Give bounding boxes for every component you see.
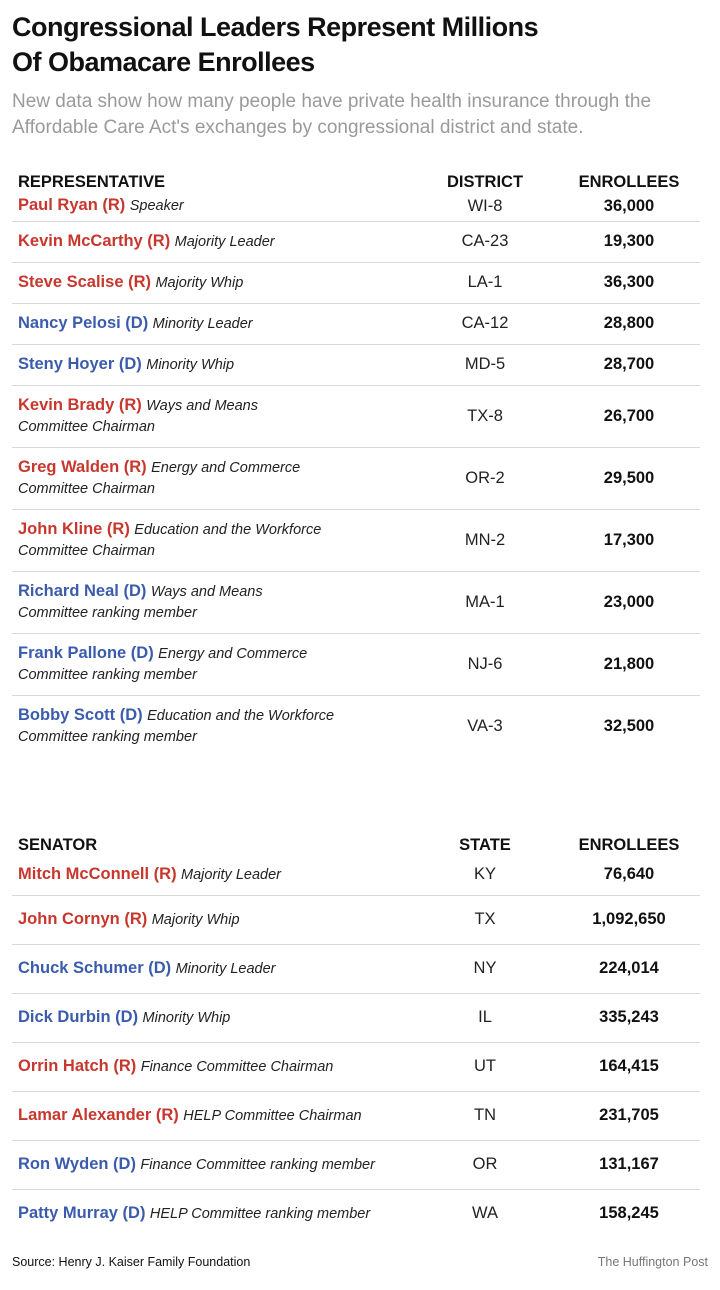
member-cell: [12, 944, 412, 993]
member-cell: [12, 344, 412, 385]
enrollees-cell: 76,640: [558, 855, 700, 895]
member-role: Minority Leader: [175, 960, 276, 977]
member-cell: [12, 447, 412, 509]
member-cell: [12, 303, 412, 344]
state-cell: IL: [412, 993, 558, 1042]
member-role: Minority Whip: [146, 356, 235, 373]
state-cell: UT: [412, 1042, 558, 1091]
table-row: [12, 192, 700, 221]
member-name: Kevin McCarthy (R): [18, 231, 171, 250]
house-header-district: DISTRICT: [446, 173, 524, 191]
member-role: Energy and Commerce: [158, 645, 308, 662]
state-cell: TN: [412, 1091, 558, 1140]
member-name: Ron Wyden (D): [18, 1154, 136, 1173]
member-name: Steve Scalise (R): [18, 272, 151, 291]
member-cell: [12, 1042, 412, 1091]
member-cell: [12, 895, 412, 944]
enrollees-cell: 21,800: [558, 633, 700, 695]
enrollees-cell: 23,000: [558, 571, 700, 633]
house-rows: [12, 192, 700, 757]
member-name: John Kline (R): [18, 519, 130, 538]
state-cell: OR: [412, 1140, 558, 1189]
member-role: Majority Whip: [155, 274, 244, 291]
member-name: Mitch McConnell (R): [18, 864, 177, 883]
member-role: Education and the Workforce: [134, 521, 322, 538]
member-name: Richard Neal (D): [18, 581, 147, 600]
enrollees-cell: 26,700: [558, 385, 700, 447]
member-name: Kevin Brady (R): [18, 395, 142, 414]
enrollees-cell: 32,500: [603, 716, 655, 735]
table-row: [12, 447, 700, 509]
source-note: Source: Henry J. Kaiser Family Foundation: [12, 1255, 251, 1269]
state-cell: NY: [412, 944, 558, 993]
table-row: [12, 1140, 700, 1189]
table-row: [12, 221, 700, 262]
member-cell: [12, 695, 412, 757]
house-header-enrollees: ENROLLEES: [578, 173, 680, 191]
member-cell: [12, 385, 412, 447]
member-role: HELP Committee ranking member: [149, 1205, 371, 1222]
member-name: Frank Pallone (D): [18, 643, 154, 662]
senate-header-enrollees: ENROLLEES: [578, 836, 680, 854]
member-role: Education and the Workforce: [147, 707, 335, 724]
member-role: Majority Leader: [181, 866, 281, 883]
title-line-2: Of Obamacare Enrollees: [12, 47, 315, 77]
member-cell: [12, 1140, 412, 1189]
senate-header-state: STATE: [459, 836, 511, 854]
state-cell: TX: [412, 895, 558, 944]
enrollees-cell: 19,300: [558, 221, 700, 262]
district-cell: MD-5: [412, 344, 558, 385]
member-role: Finance Committee ranking member: [140, 1156, 375, 1173]
member-name: Dick Durbin (D): [18, 1007, 139, 1026]
member-role: Finance Committee Chairman: [140, 1058, 334, 1075]
senate-rows: [12, 855, 700, 1238]
district-cell: WI-8: [412, 192, 558, 221]
table-row: [12, 695, 700, 757]
member-role: Ways and Means: [150, 583, 263, 600]
page-title: [12, 10, 712, 80]
member-role: Minority Whip: [142, 1009, 231, 1026]
table-row: [12, 895, 700, 944]
district-cell: TX-8: [412, 385, 558, 447]
enrollees-cell: 28,700: [558, 344, 700, 385]
member-role-continued: Committee Chairman: [18, 418, 155, 435]
member-cell: [12, 571, 412, 633]
member-name: Bobby Scott (D): [18, 705, 143, 724]
district-cell: MN-2: [412, 509, 558, 571]
member-role-continued: Committee Chairman: [18, 542, 155, 559]
enrollees-cell: 164,415: [558, 1042, 700, 1091]
member-name: Nancy Pelosi (D): [18, 313, 149, 332]
table-row: [12, 1091, 700, 1140]
table-row: [12, 993, 700, 1042]
table-row: [12, 1189, 700, 1238]
table-row: [12, 344, 700, 385]
enrollees-cell: 36,300: [558, 262, 700, 303]
subtitle: New data show how many people have private health insurance through the Affordable Care Act's exchanges by congressional district and state.: [12, 91, 652, 138]
member-role-continued: Committee Chairman: [18, 480, 155, 497]
enrollees-cell: 36,000: [558, 192, 700, 221]
member-cell: [12, 262, 412, 303]
table-row: [12, 944, 700, 993]
table-row: [12, 855, 700, 895]
district-cell: VA-3: [467, 716, 503, 735]
table-row: [12, 633, 700, 695]
member-cell: [12, 633, 412, 695]
senate-header-senator: SENATOR: [18, 836, 98, 854]
district-cell: CA-12: [412, 303, 558, 344]
member-cell: [12, 1189, 412, 1238]
house-table: [12, 163, 700, 757]
member-cell: [12, 221, 412, 262]
member-cell: [12, 855, 412, 895]
enrollees-cell: 17,300: [558, 509, 700, 571]
member-name: Greg Walden (R): [18, 457, 147, 476]
member-role: HELP Committee Chairman: [183, 1107, 362, 1124]
member-name: Orrin Hatch (R): [18, 1056, 137, 1075]
title-line-1: Congressional Leaders Represent Millions: [12, 12, 539, 42]
table-row: [12, 303, 700, 344]
member-role-continued: Committee ranking member: [18, 666, 197, 683]
senate-table: [12, 828, 700, 1238]
enrollees-cell: 1,092,650: [558, 895, 700, 944]
district-cell: CA-23: [412, 221, 558, 262]
member-name: Steny Hoyer (D): [18, 354, 142, 373]
publisher-credit: The Huffington Post: [597, 1255, 708, 1269]
state-cell: KY: [412, 855, 558, 895]
house-header-representative: REPRESENTATIVE: [18, 173, 165, 191]
member-cell: [12, 1091, 412, 1140]
member-role-continued: Committee ranking member: [18, 604, 197, 621]
enrollees-cell: 28,800: [558, 303, 700, 344]
member-cell: [12, 192, 412, 221]
member-name: Chuck Schumer (D): [18, 958, 172, 977]
enrollees-cell: 29,500: [558, 447, 700, 509]
member-name: Patty Murray (D): [18, 1203, 146, 1222]
table-row: [12, 509, 700, 571]
district-cell: LA-1: [412, 262, 558, 303]
member-cell: [12, 993, 412, 1042]
enrollees-cell: 131,167: [558, 1140, 700, 1189]
member-role: Ways and Means: [146, 397, 258, 414]
enrollees-cell: 158,245: [599, 1204, 659, 1223]
district-cell: OR-2: [412, 447, 558, 509]
district-cell: MA-1: [412, 571, 558, 633]
enrollees-cell: 231,705: [558, 1091, 700, 1140]
table-row: [12, 1042, 700, 1091]
member-cell: [12, 509, 412, 571]
state-cell: WA: [472, 1204, 498, 1223]
table-row: [12, 385, 700, 447]
enrollees-cell: 224,014: [558, 944, 700, 993]
member-role: Energy and Commerce: [151, 459, 301, 476]
table-row: [12, 262, 700, 303]
member-role-continued: Committee ranking member: [18, 728, 197, 745]
table-row: [12, 571, 700, 633]
member-role: Minority Leader: [152, 315, 253, 332]
member-role: Speaker: [129, 198, 184, 215]
district-cell: NJ-6: [412, 633, 558, 695]
member-name: Paul Ryan (R): [18, 196, 126, 215]
member-role: Majority Whip: [151, 911, 240, 928]
member-name: Lamar Alexander (R): [18, 1105, 179, 1124]
member-role: Majority Leader: [174, 233, 275, 250]
enrollees-cell: 335,243: [558, 993, 700, 1042]
member-name: John Cornyn (R): [18, 909, 148, 928]
